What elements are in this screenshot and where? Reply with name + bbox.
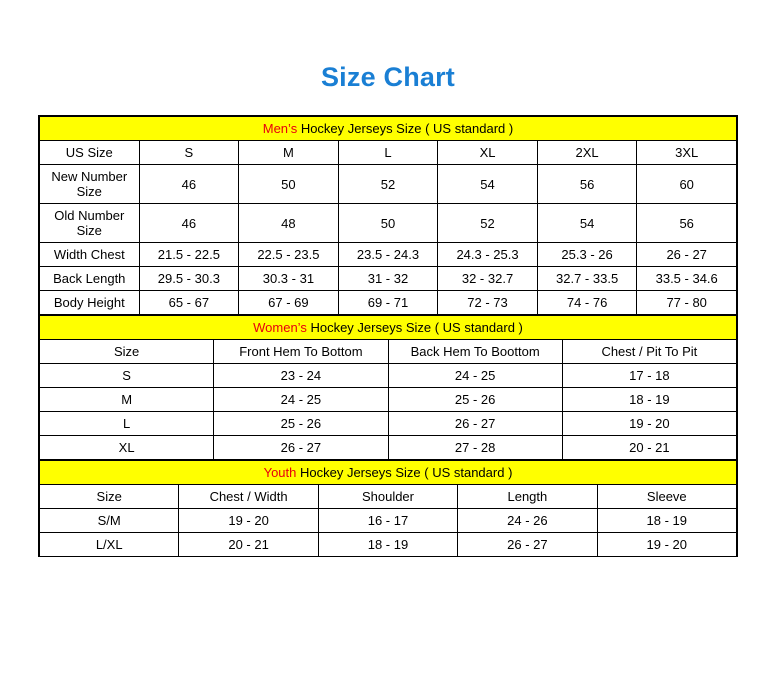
- youth-r0-c4: 18 - 19: [597, 509, 736, 533]
- mens-col-2: M: [239, 141, 339, 165]
- mens-r2-c2: 22.5 - 23.5: [239, 243, 339, 267]
- youth-section-heading: [40, 461, 737, 485]
- womens-r3-c2: 27 - 28: [388, 436, 562, 460]
- mens-r3-c6: 33.5 - 34.6: [637, 267, 737, 291]
- mens-r4-c2: 67 - 69: [239, 291, 339, 315]
- youth-r1-c0: L/XL: [40, 533, 179, 557]
- mens-r1-c1: 46: [139, 204, 239, 243]
- youth-r0-c0: S/M: [40, 509, 179, 533]
- womens-col-2: Back Hem To Boottom: [388, 340, 562, 364]
- mens-r1-c4: 52: [438, 204, 538, 243]
- mens-r4-c5: 74 - 76: [537, 291, 637, 315]
- mens-section-heading-row: [40, 117, 737, 141]
- mens-r2-c0: Width Chest: [40, 243, 140, 267]
- womens-r0-c3: 17 - 18: [562, 364, 736, 388]
- table-row: [40, 204, 737, 243]
- table-row: [40, 165, 737, 204]
- youth-r0-c3: 24 - 26: [458, 509, 597, 533]
- mens-header-row: [40, 141, 737, 165]
- mens-r3-c3: 31 - 32: [338, 267, 438, 291]
- mens-r0-c5: 56: [537, 165, 637, 204]
- mens-r4-c0: Body Height: [40, 291, 140, 315]
- youth-heading-rest: Hockey Jerseys Size ( US standard ): [296, 465, 513, 480]
- mens-r4-c3: 69 - 71: [338, 291, 438, 315]
- mens-r2-c3: 23.5 - 24.3: [338, 243, 438, 267]
- mens-r1-c5: 54: [537, 204, 637, 243]
- womens-r3-c0: XL: [40, 436, 214, 460]
- womens-r0-c1: 23 - 24: [214, 364, 388, 388]
- table-row: [40, 388, 737, 412]
- womens-r3-c3: 20 - 21: [562, 436, 736, 460]
- womens-r2-c3: 19 - 20: [562, 412, 736, 436]
- mens-col-0: US Size: [40, 141, 140, 165]
- womens-r0-c2: 24 - 25: [388, 364, 562, 388]
- womens-col-3: Chest / Pit To Pit: [562, 340, 736, 364]
- youth-header-row: [40, 485, 737, 509]
- mens-col-4: XL: [438, 141, 538, 165]
- womens-r2-c0: L: [40, 412, 214, 436]
- mens-r1-c6: 56: [637, 204, 737, 243]
- mens-col-1: S: [139, 141, 239, 165]
- table-row: [40, 509, 737, 533]
- womens-col-0: Size: [40, 340, 214, 364]
- table-row: [40, 243, 737, 267]
- mens-heading-group: Men’s: [262, 121, 298, 136]
- mens-col-3: L: [338, 141, 438, 165]
- youth-heading-group: Youth: [263, 465, 297, 480]
- youth-col-1: Chest / Width: [179, 485, 318, 509]
- youth-section-heading-row: [40, 461, 737, 485]
- youth-r0-c2: 16 - 17: [318, 509, 457, 533]
- table-row: [40, 412, 737, 436]
- mens-r4-c4: 72 - 73: [438, 291, 538, 315]
- youth-col-0: Size: [40, 485, 179, 509]
- page-title: Size Chart: [320, 62, 456, 92]
- mens-r3-c1: 29.5 - 30.3: [139, 267, 239, 291]
- mens-r0-c1: 46: [139, 165, 239, 204]
- mens-size-table: [39, 116, 737, 315]
- mens-col-6: 3XL: [637, 141, 737, 165]
- womens-r1-c3: 18 - 19: [562, 388, 736, 412]
- womens-section-heading-row: [40, 316, 737, 340]
- mens-r4-c6: 77 - 80: [637, 291, 737, 315]
- youth-r1-c2: 18 - 19: [318, 533, 457, 557]
- womens-heading-rest: Hockey Jerseys Size ( US standard ): [306, 320, 523, 335]
- womens-r0-c0: S: [40, 364, 214, 388]
- mens-heading-rest: Hockey Jerseys Size ( US standard ): [297, 121, 514, 136]
- womens-col-1: Front Hem To Bottom: [214, 340, 388, 364]
- mens-r3-c5: 32.7 - 33.5: [537, 267, 637, 291]
- womens-r3-c1: 26 - 27: [214, 436, 388, 460]
- table-row: [40, 291, 737, 315]
- size-chart-container: [38, 115, 738, 557]
- youth-r1-c1: 20 - 21: [179, 533, 318, 557]
- table-row: [40, 533, 737, 557]
- womens-r1-c2: 25 - 26: [388, 388, 562, 412]
- youth-col-3: Length: [458, 485, 597, 509]
- mens-r1-c3: 50: [338, 204, 438, 243]
- womens-header-row: [40, 340, 737, 364]
- table-row: [40, 364, 737, 388]
- mens-section-heading: [40, 117, 737, 141]
- youth-r0-c1: 19 - 20: [179, 509, 318, 533]
- mens-r4-c1: 65 - 67: [139, 291, 239, 315]
- mens-r2-c4: 24.3 - 25.3: [438, 243, 538, 267]
- womens-heading-group: Women’s: [253, 320, 307, 335]
- womens-r1-c1: 24 - 25: [214, 388, 388, 412]
- mens-r2-c6: 26 - 27: [637, 243, 737, 267]
- womens-section-heading: [40, 316, 737, 340]
- mens-r0-c6: 60: [637, 165, 737, 204]
- womens-size-table: [39, 315, 737, 460]
- mens-r3-c2: 30.3 - 31: [239, 267, 339, 291]
- youth-col-2: Shoulder: [318, 485, 457, 509]
- mens-r1-c0: Old Number Size: [40, 204, 140, 243]
- mens-r0-c4: 54: [438, 165, 538, 204]
- youth-r1-c3: 26 - 27: [458, 533, 597, 557]
- mens-col-5: 2XL: [537, 141, 637, 165]
- mens-r3-c0: Back Length: [40, 267, 140, 291]
- womens-r1-c0: M: [40, 388, 214, 412]
- mens-r0-c2: 50: [239, 165, 339, 204]
- mens-r1-c2: 48: [239, 204, 339, 243]
- mens-r0-c0: New Number Size: [40, 165, 140, 204]
- womens-r2-c2: 26 - 27: [388, 412, 562, 436]
- table-row: [40, 436, 737, 460]
- youth-r1-c4: 19 - 20: [597, 533, 736, 557]
- youth-col-4: Sleeve: [597, 485, 736, 509]
- womens-r2-c1: 25 - 26: [214, 412, 388, 436]
- youth-size-table: [39, 460, 737, 557]
- mens-r0-c3: 52: [338, 165, 438, 204]
- table-row: [40, 267, 737, 291]
- mens-r2-c5: 25.3 - 26: [537, 243, 637, 267]
- mens-r3-c4: 32 - 32.7: [438, 267, 538, 291]
- mens-r2-c1: 21.5 - 22.5: [139, 243, 239, 267]
